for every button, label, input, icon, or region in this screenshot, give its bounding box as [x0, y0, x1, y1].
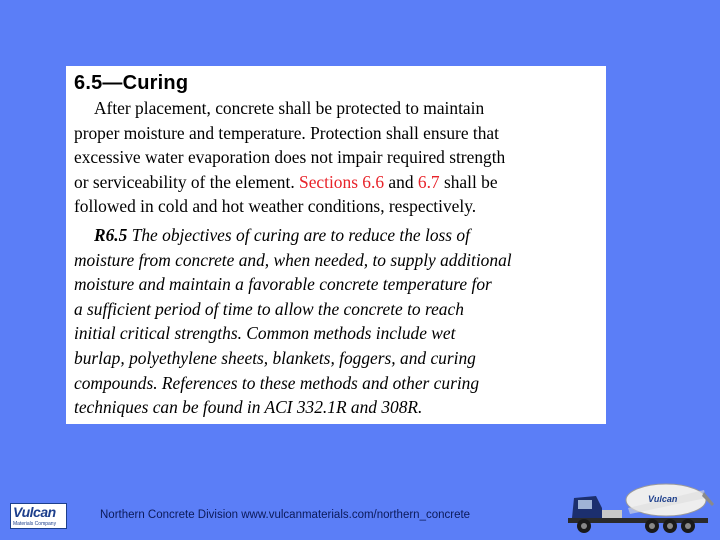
commentary-line-5: initial critical strengths. Common methods include wet [74, 323, 456, 344]
document-excerpt [66, 66, 606, 424]
code-line-5: followed in cold and hot weather conditions, respectively. [74, 196, 477, 217]
commentary-line-3: moisture and maintain a favorable concrete temperature for [74, 274, 492, 295]
section-ref-6-6[interactable]: Sections 6.6 [299, 171, 385, 192]
code-line-4-text: or serviceability of the element. [74, 171, 300, 192]
code-paragraph [74, 96, 598, 219]
commentary-line-6: burlap, polyethylene sheets, blankets, foggers, and curing [74, 347, 476, 368]
section-ref-6-7[interactable]: 6.7 [417, 171, 440, 192]
code-line-4-end: shall be [439, 171, 498, 192]
commentary-line-1-text: The objectives of curing are to reduce the loss of [127, 224, 470, 245]
truck-drum-label: Vulcan [648, 494, 678, 504]
vulcan-logo [10, 503, 67, 529]
commentary-line-7: compounds. References to these methods and other curing [74, 372, 480, 393]
concrete-mixer-truck-icon [566, 478, 716, 536]
commentary-line-1 [74, 223, 598, 248]
logo-subtext: Materials Company [13, 521, 57, 527]
commentary-line-2: moisture from concrete and, when needed, to supply additional [74, 249, 512, 270]
commentary-paragraph [74, 223, 598, 420]
code-line-3: excessive water evaporation does not impair required strength [74, 147, 506, 168]
logo-word: Vulcan [13, 504, 56, 520]
code-line-2: proper moisture and temperature. Protection shall ensure that [74, 122, 499, 143]
section-heading: 6.5—Curing [74, 72, 189, 94]
commentary-line-4: a sufficient period of time to allow the concrete to reach [74, 298, 464, 319]
code-line-4 [74, 170, 598, 195]
commentary-line-8: techniques can be found in ACI 332.1R and 308R. [74, 397, 423, 418]
code-line-4-and: and [384, 171, 418, 192]
commentary-label: R6.5 [94, 224, 128, 245]
footer-division-text: Northern Concrete Division www.vulcanmaterials.com/northern_concrete [100, 509, 471, 521]
code-line-1: After placement, concrete shall be protected to maintain [94, 98, 485, 118]
